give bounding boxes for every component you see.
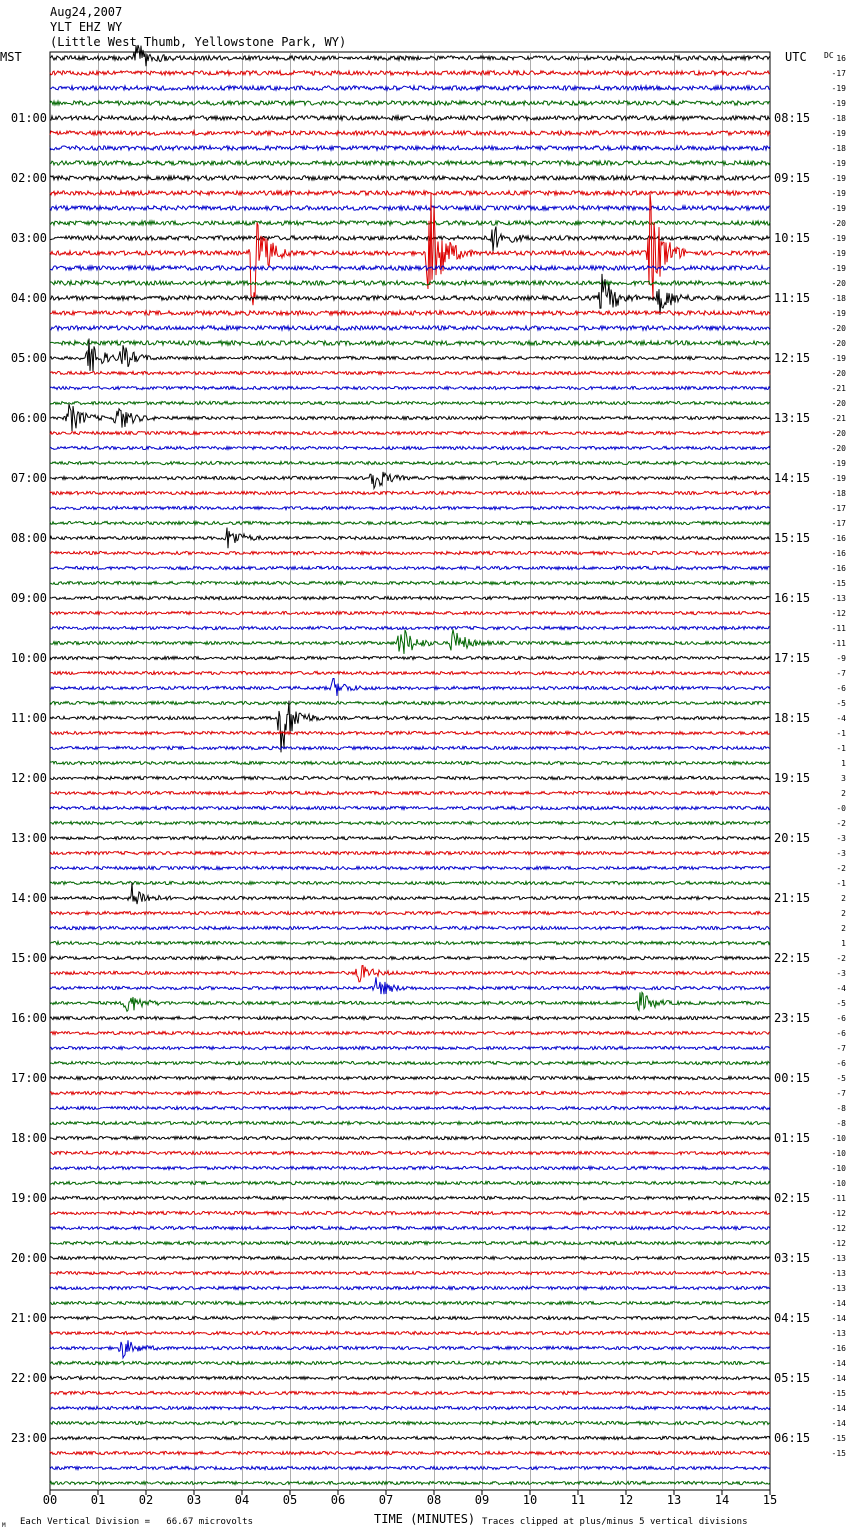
seismic-trace bbox=[50, 746, 770, 749]
seismic-trace bbox=[50, 776, 770, 779]
dc-offset-label: -20 bbox=[831, 444, 846, 453]
dc-offset-label: -0 bbox=[836, 804, 846, 813]
dc-offset-label: -20 bbox=[831, 429, 846, 438]
dc-offset-label: -17 bbox=[831, 519, 846, 528]
dc-offset-label: -20 bbox=[831, 324, 846, 333]
seismic-trace bbox=[50, 1256, 770, 1259]
seismic-trace bbox=[50, 671, 770, 674]
mst-hour-label: 07:00 bbox=[10, 471, 47, 485]
dc-offset-label: -1 bbox=[836, 744, 846, 753]
seismic-trace bbox=[50, 1076, 770, 1079]
utc-hour-label: 13:15 bbox=[774, 411, 811, 425]
seismic-trace bbox=[50, 1391, 770, 1394]
mst-hour-label: 03:00 bbox=[10, 231, 47, 245]
dc-offset-label: -6 bbox=[836, 1029, 846, 1038]
dc-offset-label: 1 bbox=[841, 939, 846, 948]
x-tick-label: 09 bbox=[474, 1493, 490, 1507]
seismic-trace bbox=[50, 206, 770, 210]
utc-hour-label: 06:15 bbox=[774, 1431, 811, 1445]
utc-hour-label: 08:15 bbox=[774, 111, 811, 125]
utc-hour-label: 01:15 bbox=[774, 1131, 811, 1145]
seismic-trace bbox=[50, 701, 770, 704]
dc-offset-label: -11 bbox=[831, 624, 846, 633]
mst-hour-label: 23:00 bbox=[10, 1431, 47, 1445]
utc-hour-label: 03:15 bbox=[774, 1251, 811, 1265]
dc-offset-label: -2 bbox=[836, 819, 846, 828]
utc-hour-label: 14:15 bbox=[774, 471, 811, 485]
utc-hour-label: 11:15 bbox=[774, 291, 811, 305]
dc-offset-label: 1 bbox=[841, 759, 846, 768]
dc-offset-label: -5 bbox=[836, 1074, 846, 1083]
mst-hour-label: 20:00 bbox=[10, 1251, 47, 1265]
seismic-trace bbox=[50, 966, 770, 982]
dc-offset-label: -7 bbox=[836, 1044, 846, 1053]
dc-offset-label: -3 bbox=[836, 849, 846, 858]
dc-offset-label: -10 bbox=[831, 1134, 846, 1143]
trace-lines bbox=[50, 45, 770, 1485]
seismic-trace bbox=[50, 1331, 770, 1334]
seismic-trace bbox=[50, 679, 770, 697]
dc-offset-label: 2 bbox=[841, 924, 846, 933]
corner-mark: M bbox=[2, 1522, 6, 1529]
mst-hour-label: 12:00 bbox=[10, 771, 47, 785]
seismic-trace bbox=[50, 1271, 770, 1274]
seismic-trace bbox=[50, 956, 770, 959]
seismic-trace bbox=[50, 146, 770, 150]
dc-offset-label: -19 bbox=[831, 84, 846, 93]
utc-hour-label: 04:15 bbox=[774, 1311, 811, 1325]
seismic-trace bbox=[50, 866, 770, 869]
dc-offset-label: -19 bbox=[831, 309, 846, 318]
seismic-trace bbox=[50, 851, 770, 854]
utc-hour-label: 17:15 bbox=[774, 651, 811, 665]
seismic-trace bbox=[50, 274, 770, 315]
scale-note: Each Vertical Division = 66.67 microvolts bbox=[20, 1517, 253, 1527]
mst-hour-label: 21:00 bbox=[10, 1311, 47, 1325]
mst-hour-label: 08:00 bbox=[10, 531, 47, 545]
utc-hour-label: 12:15 bbox=[774, 351, 811, 365]
seismic-trace bbox=[50, 881, 770, 884]
dc-offset-label: -16 bbox=[831, 1344, 846, 1353]
dc-offset-label: -1 bbox=[836, 729, 846, 738]
seismic-trace bbox=[50, 1031, 770, 1034]
x-axis-label: TIME (MINUTES) bbox=[374, 1512, 476, 1526]
dc-offset-label: -18 bbox=[831, 114, 846, 123]
seismic-trace bbox=[50, 596, 770, 599]
dc-offset-label: -2 bbox=[836, 864, 846, 873]
seismic-trace bbox=[50, 1061, 770, 1064]
seismic-trace bbox=[50, 1046, 770, 1049]
dc-offset-label: -15 bbox=[831, 579, 846, 588]
dc-offset-label: -12 bbox=[831, 1209, 846, 1218]
dc-offset-label: -18 bbox=[831, 489, 846, 498]
utc-hour-label: 10:15 bbox=[774, 231, 811, 245]
mst-hour-label: 14:00 bbox=[10, 891, 47, 905]
dc-offset-label: 2 bbox=[841, 909, 846, 918]
dc-offset-label: -21 bbox=[831, 384, 846, 393]
utc-hour-label: 19:15 bbox=[774, 771, 811, 785]
dc-offset-label: -11 bbox=[831, 639, 846, 648]
utc-hour-label: 22:15 bbox=[774, 951, 811, 965]
seismic-trace bbox=[50, 404, 770, 431]
dc-header: DC bbox=[824, 51, 834, 60]
seismic-trace bbox=[50, 1301, 770, 1304]
seismic-trace bbox=[50, 1361, 770, 1364]
seismic-trace bbox=[50, 1196, 770, 1199]
seismic-trace bbox=[50, 1466, 770, 1469]
seismic-trace bbox=[50, 911, 770, 914]
seismic-trace bbox=[50, 1406, 770, 1409]
utc-hour-label: 15:15 bbox=[774, 531, 811, 545]
dc-offset-label: -19 bbox=[831, 474, 846, 483]
seismic-trace bbox=[50, 528, 770, 549]
seismic-trace bbox=[50, 221, 770, 225]
x-tick-label: 12 bbox=[618, 1493, 634, 1507]
seismic-trace bbox=[50, 629, 770, 654]
dc-offset-label: -19 bbox=[831, 204, 846, 213]
seismic-trace bbox=[50, 326, 770, 330]
dc-offset-label: -19 bbox=[831, 129, 846, 138]
seismic-trace bbox=[50, 836, 770, 839]
dc-offset-label: -9 bbox=[836, 654, 846, 663]
seismic-trace bbox=[50, 86, 770, 90]
seismic-trace bbox=[50, 566, 770, 569]
mst-hour-label: 22:00 bbox=[10, 1371, 47, 1385]
dc-offset-label: -19 bbox=[831, 99, 846, 108]
dc-offset-label: -1 bbox=[836, 879, 846, 888]
x-tick-label: 10 bbox=[522, 1493, 538, 1507]
seismic-trace bbox=[50, 611, 770, 614]
dc-offset-label: -15 bbox=[831, 1449, 846, 1458]
dc-offset-label: -16 bbox=[831, 564, 846, 573]
utc-hour-label: 00:15 bbox=[774, 1071, 811, 1085]
x-tick-label: 13 bbox=[666, 1493, 682, 1507]
x-tick-label: 04 bbox=[234, 1493, 250, 1507]
dc-offset-label: -11 bbox=[831, 1194, 846, 1203]
dc-offset-label: -13 bbox=[831, 1329, 846, 1338]
seismic-trace bbox=[50, 431, 770, 434]
seismic-trace bbox=[50, 1316, 770, 1319]
dc-offset-label: -19 bbox=[831, 234, 846, 243]
x-tick-label: 00 bbox=[42, 1493, 58, 1507]
seismic-trace bbox=[50, 1421, 770, 1424]
dc-offset-label: -20 bbox=[831, 399, 846, 408]
x-tick-label: 05 bbox=[282, 1493, 298, 1507]
dc-offset-label: -5 bbox=[836, 999, 846, 1008]
mst-hour-label: 04:00 bbox=[10, 291, 47, 305]
seismic-trace bbox=[50, 992, 770, 1011]
dc-offset-label: -3 bbox=[836, 834, 846, 843]
dc-offset-label: -10 bbox=[831, 1164, 846, 1173]
utc-hour-label: 09:15 bbox=[774, 171, 811, 185]
seismic-trace bbox=[50, 1211, 770, 1214]
seismic-trace bbox=[50, 1106, 770, 1109]
dc-offset-label: -14 bbox=[831, 1404, 846, 1413]
dc-offset-label: -19 bbox=[831, 174, 846, 183]
dc-offset-label: -19 bbox=[831, 159, 846, 168]
x-tick-label: 15 bbox=[762, 1493, 778, 1507]
seismic-trace bbox=[50, 311, 770, 315]
mst-hour-label: 01:00 bbox=[10, 111, 47, 125]
seismic-trace bbox=[50, 1016, 770, 1019]
mst-hour-label: 10:00 bbox=[10, 651, 47, 665]
seismic-trace bbox=[50, 581, 770, 584]
header-station: YLT EHZ WY bbox=[50, 20, 123, 34]
seismic-trace bbox=[50, 1481, 770, 1484]
dc-offset-label: -14 bbox=[831, 1374, 846, 1383]
dc-offset-label: -21 bbox=[831, 414, 846, 423]
header-location: (Little West Thumb, Yellowstone Park, WY) bbox=[50, 35, 347, 49]
seismic-trace bbox=[50, 176, 770, 180]
utc-hour-label: 18:15 bbox=[774, 711, 811, 725]
dc-offset-label: -13 bbox=[831, 594, 846, 603]
dc-offset-label: -6 bbox=[836, 1014, 846, 1023]
seismic-trace bbox=[50, 1151, 770, 1154]
seismic-trace bbox=[50, 1451, 770, 1454]
dc-offset-label: -17 bbox=[831, 69, 846, 78]
clip-note: Traces clipped at plus/minus 5 vertical divisions bbox=[482, 1517, 748, 1527]
seismic-trace bbox=[50, 806, 770, 809]
seismic-trace bbox=[50, 227, 770, 252]
seismic-trace bbox=[50, 1136, 770, 1139]
x-tick-label: 07 bbox=[378, 1493, 394, 1507]
seismic-trace bbox=[50, 472, 770, 489]
mst-hour-label: 18:00 bbox=[10, 1131, 47, 1145]
seismic-trace bbox=[50, 1286, 770, 1289]
seismic-trace bbox=[50, 791, 770, 794]
seismic-trace bbox=[50, 656, 770, 659]
seismic-trace bbox=[50, 266, 770, 270]
utc-hour-label: 21:15 bbox=[774, 891, 811, 905]
dc-offset-label: -16 bbox=[831, 549, 846, 558]
seismic-trace bbox=[50, 341, 770, 345]
dc-offset-label: -19 bbox=[831, 354, 846, 363]
seismic-trace bbox=[50, 977, 770, 994]
seismic-trace bbox=[50, 281, 770, 285]
dc-offset-label: 3 bbox=[841, 774, 846, 783]
dc-offset-label: -20 bbox=[831, 339, 846, 348]
dc-offset-label: -7 bbox=[836, 669, 846, 678]
dc-offset-label: -19 bbox=[831, 264, 846, 273]
dc-offset-label: -14 bbox=[831, 1359, 846, 1368]
x-tick-label: 06 bbox=[330, 1493, 346, 1507]
mst-hour-label: 15:00 bbox=[10, 951, 47, 965]
seismic-trace bbox=[50, 461, 770, 464]
seismic-trace bbox=[50, 371, 770, 374]
dc-offset-label: -6 bbox=[836, 684, 846, 693]
seismic-trace bbox=[50, 1181, 770, 1184]
dc-offset-label: -10 bbox=[831, 1149, 846, 1158]
dc-offset-label: -19 bbox=[831, 459, 846, 468]
x-tick-label: 01 bbox=[90, 1493, 106, 1507]
seismic-trace bbox=[50, 161, 770, 165]
x-tick-label: 11 bbox=[570, 1493, 586, 1507]
header-date: Aug24,2007 bbox=[50, 5, 123, 19]
dc-offset-label: -14 bbox=[831, 1419, 846, 1428]
seismic-trace bbox=[50, 731, 770, 734]
dc-offset-label: -15 bbox=[831, 1434, 846, 1443]
mst-hour-label: 09:00 bbox=[10, 591, 47, 605]
seismic-trace bbox=[50, 401, 770, 404]
dc-offset-label: -5 bbox=[836, 699, 846, 708]
seismic-trace bbox=[50, 883, 770, 904]
x-tick-label: 03 bbox=[186, 1493, 202, 1507]
mst-hour-label: 16:00 bbox=[10, 1011, 47, 1025]
seismic-trace bbox=[50, 821, 770, 824]
utc-hour-label: 23:15 bbox=[774, 1011, 811, 1025]
dc-offset-label: -4 bbox=[836, 714, 846, 723]
utc-hour-label: 05:15 bbox=[774, 1371, 811, 1385]
seismic-trace bbox=[50, 116, 770, 120]
dc-offset-label: -6 bbox=[836, 1059, 846, 1068]
x-tick-label: 02 bbox=[138, 1493, 154, 1507]
mst-hour-label: 06:00 bbox=[10, 411, 47, 425]
mst-hour-label: 17:00 bbox=[10, 1071, 47, 1085]
mst-hour-label: 19:00 bbox=[10, 1191, 47, 1205]
x-tick-label: 14 bbox=[714, 1493, 730, 1507]
dc-offset-label: -18 bbox=[831, 144, 846, 153]
seismic-trace bbox=[50, 491, 770, 494]
seismic-trace bbox=[50, 761, 770, 764]
seismic-trace bbox=[50, 446, 770, 449]
dc-offset-label: -18 bbox=[831, 294, 846, 303]
seismic-trace bbox=[50, 71, 770, 75]
dc-offset-label: -12 bbox=[831, 1224, 846, 1233]
seismic-trace bbox=[50, 1091, 770, 1094]
dc-offset-label: -17 bbox=[831, 504, 846, 513]
seismic-trace bbox=[50, 1376, 770, 1379]
right-timezone-label: UTC bbox=[785, 50, 807, 64]
dc-offset-label: -12 bbox=[831, 609, 846, 618]
dc-offset-label: 2 bbox=[841, 894, 846, 903]
seismic-trace bbox=[50, 1340, 770, 1358]
dc-offset-label: -14 bbox=[831, 1314, 846, 1323]
seismic-trace bbox=[50, 926, 770, 929]
seismic-trace bbox=[50, 1166, 770, 1169]
dc-offset-label: 2 bbox=[841, 789, 846, 798]
utc-hour-label: 02:15 bbox=[774, 1191, 811, 1205]
seismic-trace bbox=[50, 506, 770, 509]
dc-offset-label: -12 bbox=[831, 1239, 846, 1248]
seismic-trace bbox=[50, 1436, 770, 1439]
dc-offset-label: -7 bbox=[836, 1089, 846, 1098]
dc-offset-label: -2 bbox=[836, 954, 846, 963]
seismic-trace bbox=[50, 521, 770, 524]
seismic-trace bbox=[50, 551, 770, 554]
dc-offset-label: -8 bbox=[836, 1104, 846, 1113]
dc-offset-label: -13 bbox=[831, 1269, 846, 1278]
seismic-trace bbox=[50, 1241, 770, 1244]
dc-offset-label: -16 bbox=[831, 534, 846, 543]
dc-offset-label: -13 bbox=[831, 1254, 846, 1263]
mst-hour-label: 02:00 bbox=[10, 171, 47, 185]
utc-hour-label: 16:15 bbox=[774, 591, 811, 605]
dc-offset-label: -19 bbox=[831, 189, 846, 198]
dc-offset-label: -20 bbox=[831, 369, 846, 378]
utc-hour-label: 20:15 bbox=[774, 831, 811, 845]
dc-offset-label: -8 bbox=[836, 1119, 846, 1128]
left-timezone-label: MST bbox=[0, 50, 22, 64]
seismic-trace bbox=[50, 101, 770, 105]
seismic-trace bbox=[50, 1226, 770, 1229]
dc-offset-label: -14 bbox=[831, 1299, 846, 1308]
dc-offset-label: 16 bbox=[836, 54, 846, 63]
seismic-trace bbox=[50, 131, 770, 135]
seismic-trace bbox=[50, 941, 770, 944]
dc-offset-label: -20 bbox=[831, 219, 846, 228]
dc-offset-label: -3 bbox=[836, 969, 846, 978]
x-tick-label: 08 bbox=[426, 1493, 442, 1507]
dc-offset-label: -19 bbox=[831, 249, 846, 258]
seismic-trace bbox=[50, 1121, 770, 1124]
mst-hour-label: 13:00 bbox=[10, 831, 47, 845]
dc-offset-label: -13 bbox=[831, 1284, 846, 1293]
mst-hour-label: 05:00 bbox=[10, 351, 47, 365]
dc-offset-label: -4 bbox=[836, 984, 846, 993]
seismic-trace bbox=[50, 701, 770, 753]
mst-hour-label: 11:00 bbox=[10, 711, 47, 725]
seismic-trace bbox=[50, 191, 770, 195]
seismic-trace bbox=[50, 626, 770, 629]
dc-offset-label: -15 bbox=[831, 1389, 846, 1398]
seismic-trace bbox=[50, 386, 770, 389]
dc-offset-label: -10 bbox=[831, 1179, 846, 1188]
dc-offset-label: -20 bbox=[831, 279, 846, 288]
